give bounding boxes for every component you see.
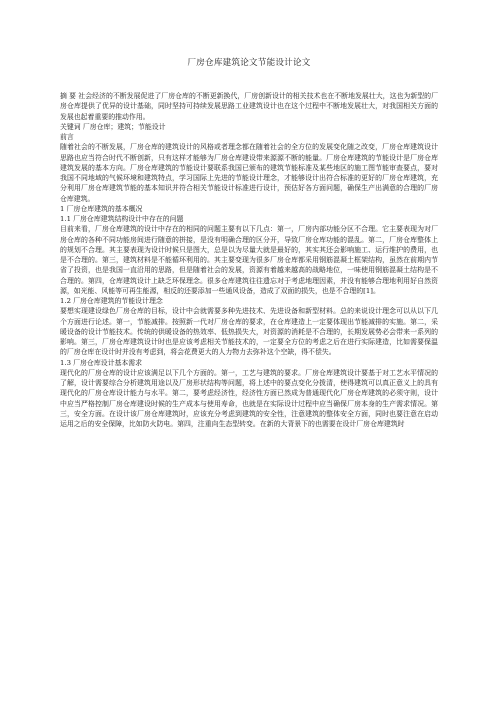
page-title: 厂房仓库建筑论文节能设计论文 (187, 58, 311, 68)
section-1-heading: 1 厂房仓库建筑的基本概况 (60, 204, 143, 213)
preface-heading: 前言 (60, 133, 74, 141)
section-1-1-heading: 1.1 厂房仓库建筑结构设计中存在的问题 (60, 215, 184, 223)
section-1-2-paragraph: 要想实现建设绿色厂房仓库的目标，设计中会就需要多种先进技术、先进设备和新型材料。总的来说设计理念可以从以下几个方面进行论述。第一，节能减排。按照新一代对厂房仓库的要求，在仓库建造上一定要体现出节能减排的实施。第二，采暖设备的设计节能技术。传统的供暖设备的热效率、低热损失大，对资源的消耗是不合理的，长期发展势必会带来一系列的影响。第三，厂房仓库建筑设计时也是应该考虑相关节能技术的，一定要全方位的考虑之后在进行实际建造，比如需要保温的厂房仓库在设计时并没有考虑到，将会花费更大的人力物力去弥补这个空缺，得不偿失。 (60, 307, 438, 357)
section-1-3-paragraph: 现代化的厂房仓库的设计应该满足以下几个方面的。第一，工艺与建筑的要求。厂房仓库建筑设计要基于对工艺水平情况的了解，设计需要综合分析建筑用途以及厂房形状结构等问题，将上述中的要点变化分拨清，使得建筑可以真正意义上的具有现代化的厂房仓库设计能力与水平。第二，要考虑经济性，经济性方面已然成为普通现代化厂房仓库建筑的必须守则，设计中应当严格控制厂房仓库建设时候的生产成本与使用寿命，也就是在实际设计过程中应当确保厂房本身的生产需求情况。第三，安全方面。在设计该厂房仓库建筑时，应该充分考虑到建筑的安全性，注意建筑的整体安全方面，同时也要注意在启动运用之后的安全保障，比如防火防电。第四，注重向生态型转变。在新的大背景下的也需要在设计厂房仓库建筑时 (60, 368, 438, 428)
section-1-2-heading: 1.2 厂房仓库建筑的节能设计理念 (60, 297, 163, 305)
abstract-paragraph: 摘 要 社会经济的不断发展促进了厂房仓库的不断更新换代，厂房创新设计的相关技术也在不断地发展壮大，这也为新型的厂房仓库提供了优异的设计基础，同时坚持可持续发展思路工业建筑设计也在这个过程中不断地发展壮大，对我国相关方面的发展也起着重要的推动作用。 (60, 92, 438, 121)
keywords-line: 关键词 厂房仓库；建筑；节能设计 (60, 122, 166, 131)
document-page (60, 58, 438, 429)
preface-paragraph: 随着社会的不断发展，厂房仓库的建筑设计的风格或者理念都在随着社会的全方位的发展变化随之改变，厂房仓库建筑设计思路也应当符合时代不断创新，只有这样才能够为厂房仓库建设带来源源不断的能量。厂房仓库建筑的节能设计是厂房仓库建筑发展的基本方向。厂房仓库建筑的节能设计要联系我国已颁布的建筑节能标准及某些地区的施工图节能审查要点，要对我国不同地域的气候环境和建筑特点，学习国际上先进的节能设计理念，才能够设计出符合标准的更好的厂房仓库建筑，充分利用厂房仓库建筑节能的基本知识并符合相关节能设计标准进行设计，预估好各方面问题，确保生产出满意的合理的厂房仓库建筑。 (60, 143, 438, 203)
section-1-1-paragraph: 目前来看，厂房仓库建筑的设计中存在的相同的问题主要有以下几点：第一，厂房内部功能分区不合理。它主要表现为对厂房仓库的各种不同功能房间进行随意的拼接，是没有明确合理的区分开，导致厂房仓库功能的混乱。第二，厂房仓库整体上的规划不合理。其主要表现为设计时候只是图大，总是以为尽量大就是最好的，其实其还会影响施工、运行维护的费用，也是不合理的。第三，建筑材料是不能循环利用的。其主要变现为很多厂房仓库都采用钢筋混凝土框架结构，虽然在前期内节省了投资，也是我国一直沿用的思路，但是随着社会的发展，资源有着越来越高的战略地位，一味使用钢筋混凝土结构是不合理的。第四，仓库建筑设计上缺乏环保理念。很多仓库建筑往往遗忘对于考虑地理因素，并没有能够合理地利用好自然资源，如光能、风能等可再生能源，相反的还要添加一些通风设备，造成了双面的损失，也是不合理的[1]。 (60, 225, 438, 295)
section-1-3-heading: 1.3 厂房仓库设计基本需求 (60, 358, 143, 367)
